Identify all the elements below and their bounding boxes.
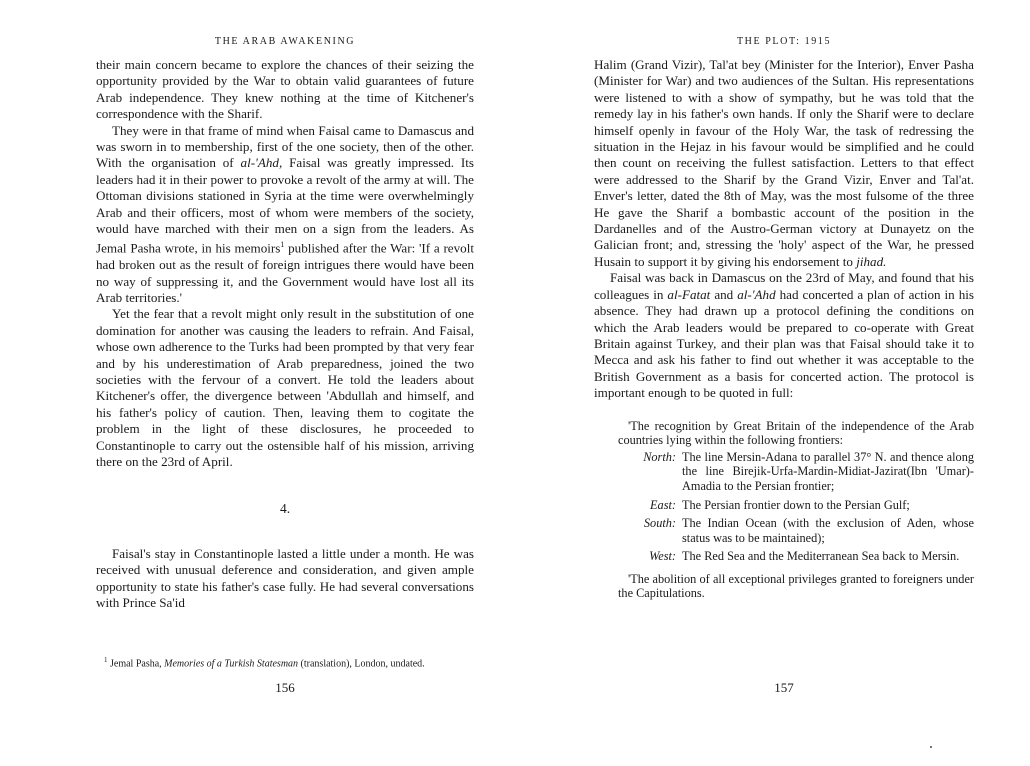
paragraph: their main concern became to explore the chances of their seizing the opportunity provided by the War to obtain valid guarantees of future Arab independence. They knew nothing at the time of Kitchener's correspondence with the Sharif. (96, 57, 474, 122)
footnote-ref: 1 (280, 240, 285, 250)
paragraph: Halim (Grand Vizir), Tal'at bey (Minister for the Interior), Enver Pasha (Minister for War) and two audiences of the Sultan. His representations were listened to with a show of sympathy, but he was told that the remedy lay in his father's own hands. If only the Sharif were to declare himself openly in favour of the Holy War, the task of redressing the situation in the Hejaz in his favour would be simplified and he could then count on receiving the fullest satisfaction. Letters to that effect were addressed to the Sharif by the Grand Vizir, Enver and Tal'at. Enver's letter, dated the 8th of May, was the most fulsome of the three He gave the Sharif a bombastic account of the position in the Dardanelles and of the Austro-German victory at Dunayetz on the Galician front; and, stressing the 'holy' aspect of the War, he pressed Husain to support it by giving his endorsement to jihad. (594, 57, 974, 269)
italic-term: al-'Ahd (737, 286, 776, 302)
footnote: $^1$ Jemal Pasha, Memories of a Turkish Statesman (translation), London, undated. (104, 656, 425, 670)
frontier-west: West: The Red Sea and the Mediterranean Sea back to Mersin. (649, 549, 960, 564)
right-page (594, 0, 974, 766)
paragraph: Yet the fear that a revolt might only result in the substitution of one domination for another was causing the leaders to refrain. And Faisal, whose own adherence to the Turks had been prompted by that very fear and by his underestimation of Arab preparedness, joined the two societies with the fervour of a convert. He told the leaders about Kitchener's offer, the divergence between 'Abdullah and himself, and his father's policy of caution. Then, leaving them to cogitate the problem in the light of these disclosures, he proceeded to Constantinople to carry out the ostensible half of his mission, arriving there on the 23rd of April. (96, 306, 474, 470)
page-number-right: 157 (774, 680, 794, 695)
right-page-body (594, 57, 974, 601)
left-page-body (96, 57, 474, 612)
protocol-quote (618, 419, 974, 602)
italic-term: jihad. (856, 253, 887, 269)
frontiers-list (618, 450, 974, 568)
page-number-left: 156 (275, 680, 295, 695)
left-page (96, 0, 474, 766)
frontier-south: South: The Indian Ocean (with the exclusion of Aden, whose status was to be maintained); (643, 516, 974, 545)
frontier-east: East: The Persian frontier down to the Persian Gulf; (650, 497, 910, 512)
running-head-right: THE PLOT: 1915 (736, 36, 832, 47)
paragraph: Faisal's stay in Constantinople lasted a little under a month. He was received with unusual deference and consideration, and given ample opportunity to state his father's case fully. He had several conversations with Prince Sa'id (96, 545, 474, 611)
paragraph: They were in that frame of mind when Faisal came to Damascus and was sworn in to membership, first of the one society, then of the other. With the organisation of al-'Ahd, Faisal was greatly impressed. Its leaders had it in their power to provoke a revolt of the army at will. The Ottoman divisions stationed in Syria at the time were overwhelmingly Arab and their officers, most of whom were members of the society, would have marched with their men on a sign from the leaders. As Jemal Pasha wrote, in his memoirs$^1$ published after the War: 'If a revolt had broken out as the result of foreign intrigues there would have been no way of suppressing it, and the Government would have lost all its Arab territories.' (96, 122, 475, 306)
quote-intro: 'The recognition by Great Britain of the independence of the Arab countries lying within the following frontiers: (618, 418, 974, 448)
paragraph: Faisal was back in Damascus on the 23rd of May, and found that his colleagues in al-Fatat and al-'Ahd had concerted a plan of action in his absence. They had drawn up a protocol defining the conditions on which the Arab leaders would be prepared to co-operate with Great Britain against Turkey, and their plan was that Faisal should take it to Mecca and ask his father to find out whether it was acceptable to the British Government as a basis for concerted action. The protocol is important enough to be quoted in full: (594, 270, 974, 401)
running-head-left: THE ARAB AWAKENING (214, 36, 356, 47)
frontier-north: North: The line Mersin-Adana to parallel 37° N. and thence along the line Birejik-Urfa-Mardin-Midiat-Jazirat(Ibn 'Umar)-Amadia to the Persian frontier; (643, 449, 974, 493)
italic-term: al-Fatat (667, 286, 711, 302)
footnote-marker: 1 (104, 656, 108, 664)
scan-speck (930, 746, 932, 748)
quote-end: 'The abolition of all exceptional privileges granted to foreigners under the Capitulations. (618, 571, 974, 601)
italic-term: al-'Ahd, (240, 155, 283, 171)
section-number: 4. (279, 500, 291, 516)
footnote-title: Memories of a Turkish Statesman (164, 658, 299, 670)
